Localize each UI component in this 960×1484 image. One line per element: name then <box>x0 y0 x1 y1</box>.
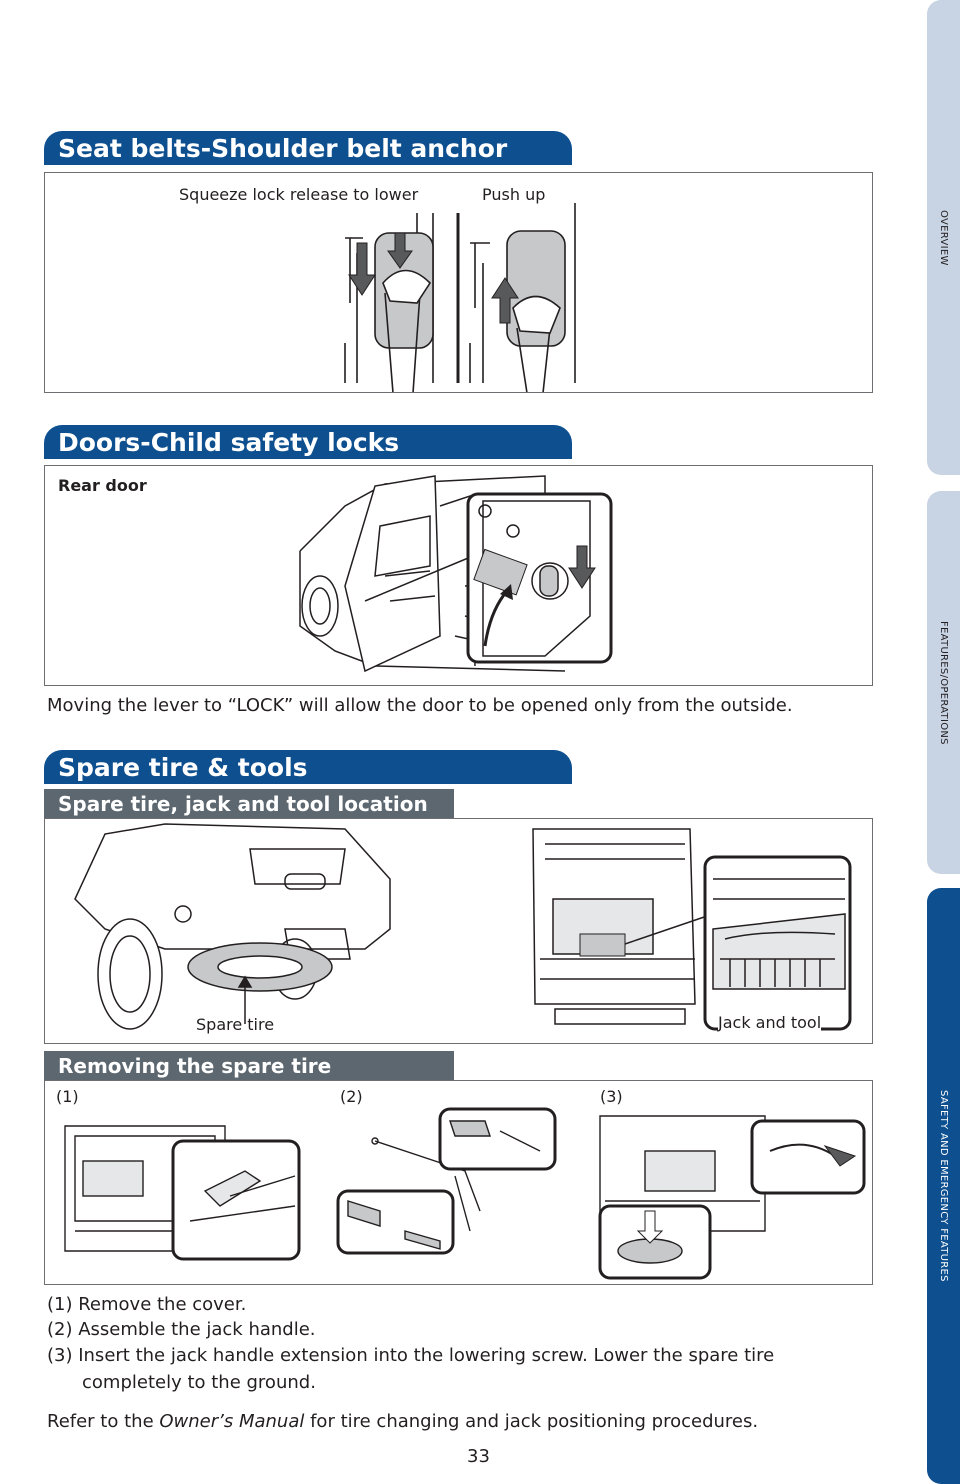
label-spare-tire: Spare tire <box>196 1015 275 1034</box>
seatbelt-illustration <box>45 173 873 393</box>
tab-safety-label: SAFETY AND EMERGENCY FEATURES <box>938 1090 949 1282</box>
page-number: 33 <box>467 1446 490 1467</box>
tab-features-label: FEATURES/OPERATIONS <box>938 620 949 745</box>
step-1-text: (1) Remove the cover. <box>47 1294 247 1315</box>
spare-location-illustration <box>45 819 873 1044</box>
seatbelt-section-title: Seat belts-Shoulder belt anchor <box>44 131 572 165</box>
step-3-text: (3) Insert the jack handle extension into the lowering screw. Lower the spare tire <box>47 1345 775 1366</box>
label-jack-tool: Jack and tool <box>718 1013 822 1032</box>
step-label-2: (2) <box>340 1087 363 1106</box>
doors-section-title: Doors-Child safety locks <box>44 425 572 459</box>
tab-features[interactable] <box>927 491 960 874</box>
removing-spare-frame <box>44 1080 873 1285</box>
step-3-text-cont: completely to the ground. <box>82 1372 316 1393</box>
removing-spare-subtitle: Removing the spare tire <box>44 1051 454 1080</box>
doors-description: Moving the lever to “LOCK” will allow the door to be opened only from the outside. <box>47 695 793 716</box>
spare-section-title: Spare tire & tools <box>44 750 572 784</box>
spare-location-subtitle: Spare tire, jack and tool location <box>44 789 454 818</box>
doors-illustration-frame <box>44 465 873 686</box>
step-label-1: (1) <box>56 1087 79 1106</box>
owners-manual-title: Owner’s Manual <box>159 1411 305 1432</box>
step-label-3: (3) <box>600 1087 623 1106</box>
label-rear-door: Rear door <box>58 476 147 495</box>
seatbelt-illustration-frame <box>44 172 873 393</box>
tab-safety[interactable] <box>927 888 960 1484</box>
spare-location-frame <box>44 818 873 1044</box>
label-push-up: Push up <box>482 185 546 204</box>
tab-overview-label: OVERVIEW <box>938 209 949 266</box>
tab-overview[interactable] <box>927 0 960 475</box>
removing-spare-illustration <box>45 1081 873 1285</box>
refer-owners-manual: Refer to the Owner’s Manual for tire changing and jack positioning procedures. <box>47 1411 759 1432</box>
step-2-text: (2) Assemble the jack handle. <box>47 1319 316 1340</box>
doors-illustration <box>45 466 873 686</box>
label-squeeze-lower: Squeeze lock release to lower <box>179 185 419 204</box>
